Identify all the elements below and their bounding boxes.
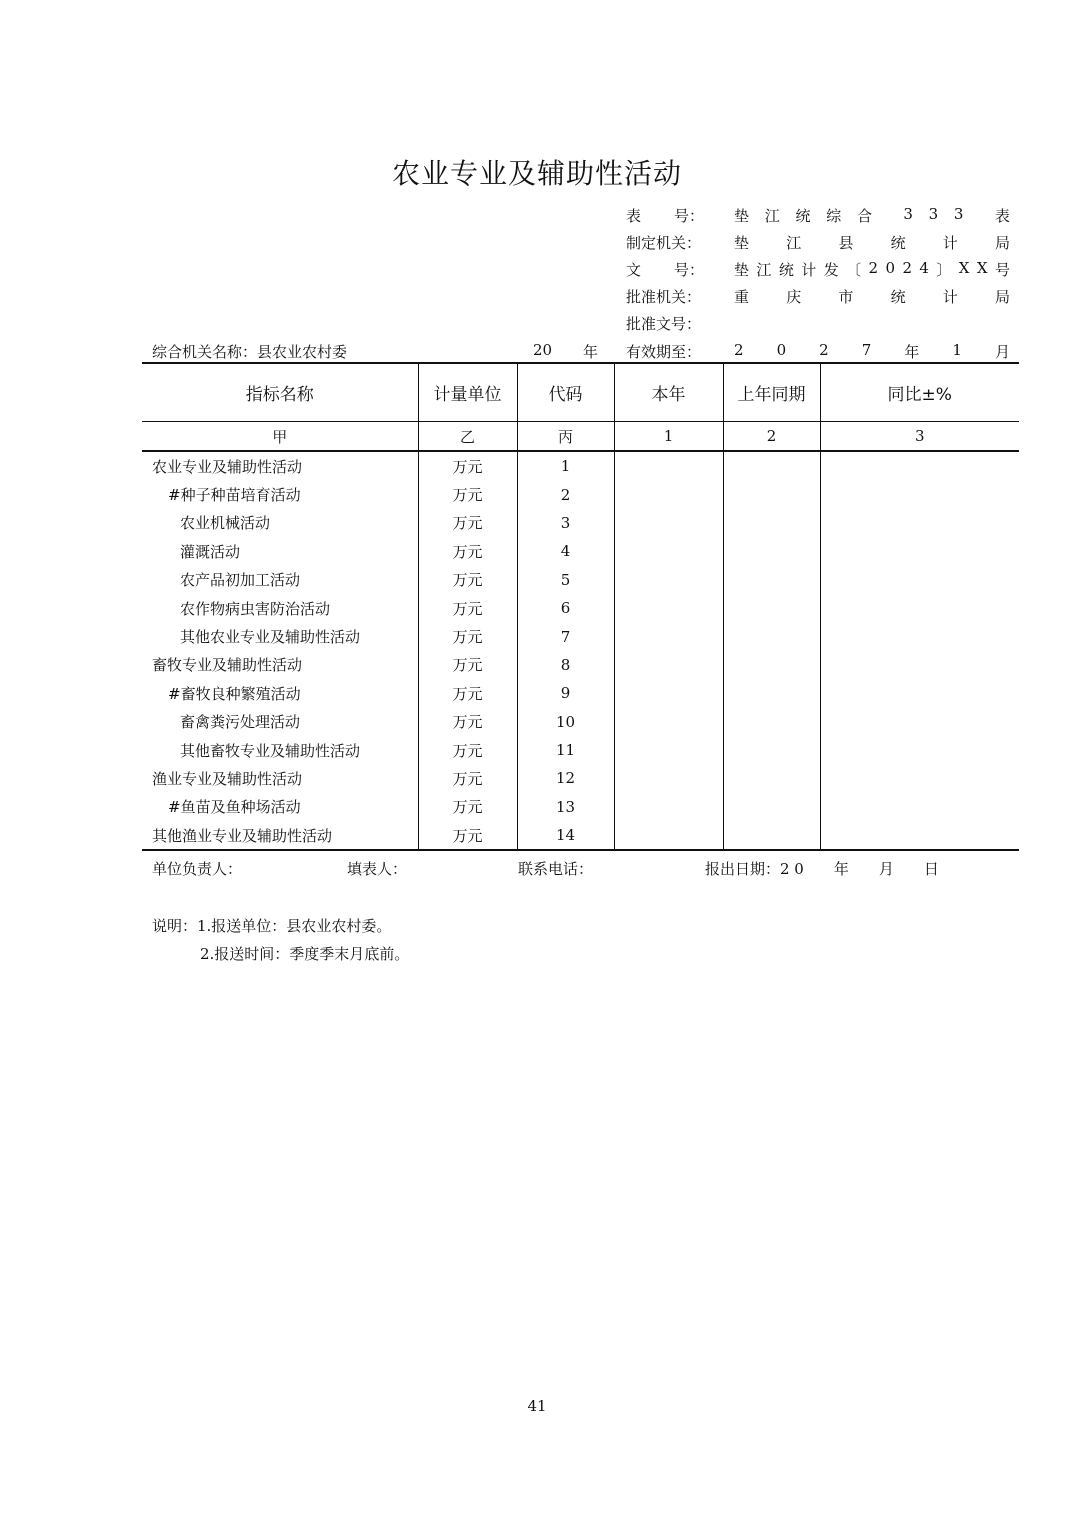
table-subheader-row (142, 422, 1019, 452)
subheader-cell: 3 (820, 422, 1019, 452)
this-year-cell[interactable] (614, 679, 723, 707)
meta-label-part: 批准机关： (626, 288, 702, 306)
last-year-cell[interactable] (723, 764, 820, 792)
this-year-cell[interactable] (614, 821, 723, 850)
indicator-name-cell: 农业专业及辅助性活动 (152, 457, 303, 476)
footer-phone-label: 联系电话： (518, 860, 594, 878)
table-row (142, 537, 1019, 565)
indicator-name-cell: 其他渔业专业及辅助性活动 (142, 821, 418, 850)
meta-value-char: 0 (776, 341, 787, 359)
indicator-name-cell: 农业机械活动 (180, 514, 271, 533)
code-cell: 4 (517, 537, 614, 565)
table-row (142, 566, 1019, 594)
indicator-name-cell: 其他畜牧专业及辅助性活动 (180, 741, 361, 760)
meta-row (626, 313, 1010, 335)
last-year-cell[interactable] (723, 509, 820, 537)
last-year-cell[interactable] (723, 451, 820, 480)
meta-value-char: 垫 (734, 234, 750, 252)
yoy-cell[interactable] (820, 537, 1019, 565)
last-year-cell[interactable] (723, 622, 820, 650)
meta-value-char: 2 (819, 341, 829, 359)
table-row (142, 509, 1019, 537)
unit-cell: 万元 (418, 736, 517, 764)
unit-cell: 万元 (418, 566, 517, 594)
last-year-cell[interactable] (723, 651, 820, 679)
unit-cell: 万元 (418, 679, 517, 707)
meta-value-char: 综 (826, 207, 842, 225)
meta-value-char: 合 (856, 207, 872, 225)
unit-cell: 万元 (418, 480, 517, 508)
this-year-cell[interactable] (614, 764, 723, 792)
meta-value-char: 2 (868, 259, 879, 277)
unit-cell: 万元 (418, 708, 517, 736)
meta-label (626, 232, 704, 253)
meta-value-char: 局 (994, 288, 1010, 306)
table-row (142, 651, 1019, 679)
meta-value-char: 计 (942, 234, 958, 252)
table-row (142, 764, 1019, 792)
meta-value (734, 259, 1010, 280)
unit-cell: 万元 (418, 451, 517, 480)
meta-value (734, 286, 1010, 307)
table-row (142, 793, 1019, 821)
unit-cell: 万元 (418, 764, 517, 792)
yoy-cell[interactable] (820, 451, 1019, 480)
yoy-cell[interactable] (820, 793, 1019, 821)
note-line-1: 说明：1.报送单位：县农业农村委。 (152, 917, 392, 935)
meta-value-char: 月 (994, 343, 1010, 361)
meta-label (626, 313, 704, 334)
meta-value-char: X (976, 259, 988, 277)
meta-value-char: 江 (786, 234, 802, 252)
code-cell: 10 (517, 708, 614, 736)
code-cell: 1 (517, 451, 614, 480)
meta-label-part: 表 (626, 207, 642, 225)
yoy-cell[interactable] (820, 764, 1019, 792)
table-row (142, 736, 1019, 764)
meta-value-char: X (958, 259, 970, 277)
meta-value-char: 0 (885, 259, 896, 277)
subheader-cell: 2 (723, 422, 820, 452)
column-header-yoy: 同比±% (820, 363, 1019, 422)
code-cell: 13 (517, 793, 614, 821)
code-cell: 2 (517, 480, 614, 508)
indicator-name-cell: 畜牧专业及辅助性活动 (152, 656, 303, 675)
meta-label-part: 文 (626, 261, 642, 279)
subheader-cell: 1 (614, 422, 723, 452)
indicator-name-cell: #畜牧良种繁殖活动 (168, 684, 301, 703)
unit-cell: 万元 (418, 594, 517, 622)
column-header-unit: 计量单位 (418, 363, 517, 422)
indicator-name-cell: 农作物病虫害防治活动 (180, 599, 331, 618)
yoy-cell[interactable] (820, 679, 1019, 707)
subheader-cell: 甲 (142, 422, 418, 452)
meta-row (626, 286, 1010, 308)
meta-value-char: 3 (953, 205, 964, 223)
indicator-name-cell: 灌溉活动 (180, 542, 241, 561)
column-header-last-year: 上年同期 (723, 363, 820, 422)
year-suffix: 年 (583, 343, 599, 361)
indicator-name-cell: 农产品初加工活动 (180, 571, 301, 590)
meta-value-char: 3 (903, 205, 913, 223)
organization-label: 综合机关名称：县农业农村委 (152, 343, 348, 361)
last-year-cell[interactable] (723, 594, 820, 622)
meta-value-char: 垫 (734, 261, 750, 279)
meta-label-part: 号： (673, 207, 704, 225)
unit-cell: 万元 (418, 793, 517, 821)
column-header-this-year: 本年 (614, 363, 723, 422)
note-line-2: 2.报送时间：季度季末月底前。 (200, 945, 410, 963)
meta-value-char: 2 (734, 341, 744, 359)
meta-value-char: 1 (952, 341, 962, 359)
meta-value-char: 2 (902, 259, 912, 277)
meta-value-char: 4 (919, 259, 929, 277)
unit-cell: 万元 (418, 537, 517, 565)
meta-label (626, 341, 704, 362)
meta-row (626, 232, 1010, 254)
table-row (142, 451, 1019, 480)
code-cell: 6 (517, 594, 614, 622)
code-cell: 14 (517, 821, 614, 850)
table-row (142, 708, 1019, 736)
meta-label-part: 号： (673, 261, 704, 279)
meta-value-char: 重 (734, 288, 750, 306)
table-row (142, 480, 1019, 508)
yoy-cell[interactable] (820, 821, 1019, 850)
this-year-cell[interactable] (614, 509, 723, 537)
footer-filler-label: 填表人： (347, 860, 408, 878)
meta-row (626, 259, 1010, 281)
report-table (142, 362, 1019, 851)
meta-value-char: 统 (795, 207, 811, 225)
this-year-cell[interactable] (614, 451, 723, 480)
column-header-indicator: 指标名称 (142, 363, 418, 422)
this-year-cell[interactable] (614, 793, 723, 821)
meta-row (626, 205, 1010, 227)
year-prefix: 20 (533, 341, 553, 359)
subheader-cell: 丙 (517, 422, 614, 452)
meta-label-part: 批准文号： (626, 315, 702, 333)
code-cell: 3 (517, 509, 614, 537)
last-year-cell[interactable] (723, 793, 820, 821)
yoy-cell[interactable] (820, 708, 1019, 736)
table-row (142, 622, 1019, 650)
this-year-cell[interactable] (614, 708, 723, 736)
meta-value-char: 统 (890, 288, 906, 306)
meta-value (734, 232, 1010, 253)
this-year-cell[interactable] (614, 622, 723, 650)
code-cell: 7 (517, 622, 614, 650)
table-row (142, 594, 1019, 622)
page-number: 41 (527, 1397, 547, 1415)
meta-value-char: 市 (838, 288, 854, 306)
this-year-cell[interactable] (614, 736, 723, 764)
yoy-cell[interactable] (820, 509, 1019, 537)
this-year-cell[interactable] (614, 651, 723, 679)
meta-value-char: 计 (942, 288, 958, 306)
last-year-cell[interactable] (723, 566, 820, 594)
meta-value-char: 统 (778, 261, 794, 279)
meta-label (626, 259, 704, 280)
meta-value-char: 年 (904, 343, 920, 361)
unit-cell: 万元 (418, 651, 517, 679)
code-cell: 5 (517, 566, 614, 594)
table-row (142, 821, 1019, 850)
meta-value-char: 〕 (936, 261, 952, 279)
this-year-cell[interactable] (614, 566, 723, 594)
column-header-code: 代码 (517, 363, 614, 422)
this-year-cell[interactable] (614, 480, 723, 508)
meta-value-char: 3 (928, 205, 939, 223)
table-header-row (142, 363, 1019, 422)
last-year-cell[interactable] (723, 736, 820, 764)
meta-label-part: 制定机关： (626, 234, 702, 252)
yoy-cell[interactable] (820, 651, 1019, 679)
meta-value-char: 庆 (786, 288, 802, 306)
meta-value-char: 计 (801, 261, 817, 279)
indicator-name-cell: 畜禽粪污处理活动 (180, 713, 301, 732)
indicator-name-cell: 其他农业专业及辅助性活动 (180, 628, 361, 647)
meta-value-char: 表 (994, 207, 1010, 225)
indicator-name-cell: #鱼苗及鱼种场活动 (168, 798, 301, 817)
yoy-cell[interactable] (820, 480, 1019, 508)
last-year-cell[interactable] (723, 679, 820, 707)
meta-value-char: 发 (823, 261, 839, 279)
meta-label-part: 有效期至： (626, 343, 702, 361)
footer-report-date: 报出日期：2 0 年 月 日 (705, 860, 939, 878)
code-cell: 11 (517, 736, 614, 764)
meta-label (626, 205, 704, 226)
footer-leader-label: 单位负责人： (152, 860, 243, 878)
meta-value (734, 341, 1010, 362)
unit-cell: 万元 (418, 821, 517, 850)
meta-value-char: 统 (890, 234, 906, 252)
subheader-cell: 乙 (418, 422, 517, 452)
indicator-name-cell: #种子种苗培育活动 (168, 486, 301, 505)
last-year-cell[interactable] (723, 480, 820, 508)
last-year-cell[interactable] (723, 537, 820, 565)
unit-cell: 万元 (418, 622, 517, 650)
meta-value-char: 号 (994, 261, 1010, 279)
yoy-cell[interactable] (820, 566, 1019, 594)
last-year-cell[interactable] (723, 821, 820, 850)
meta-row (626, 341, 1010, 363)
code-cell: 9 (517, 679, 614, 707)
form-title: 农业专业及辅助性活动 (391, 157, 682, 190)
yoy-cell[interactable] (820, 594, 1019, 622)
this-year-cell[interactable] (614, 537, 723, 565)
meta-value-char: 7 (861, 341, 872, 359)
meta-value-char: 局 (994, 234, 1010, 252)
meta-value-char: 江 (756, 261, 772, 279)
meta-value (734, 205, 1010, 226)
meta-value-char: 〔 (846, 261, 862, 279)
yoy-cell[interactable] (820, 736, 1019, 764)
unit-cell: 万元 (418, 509, 517, 537)
meta-label (626, 286, 704, 307)
meta-value-char: 江 (764, 207, 780, 225)
last-year-cell[interactable] (723, 708, 820, 736)
meta-value-char: 县 (838, 234, 854, 252)
yoy-cell[interactable] (820, 622, 1019, 650)
indicator-name-cell: 渔业专业及辅助性活动 (152, 769, 303, 788)
this-year-cell[interactable] (614, 594, 723, 622)
code-cell: 8 (517, 651, 614, 679)
table-row (142, 679, 1019, 707)
meta-value-char: 垫 (734, 207, 750, 225)
code-cell: 12 (517, 764, 614, 792)
